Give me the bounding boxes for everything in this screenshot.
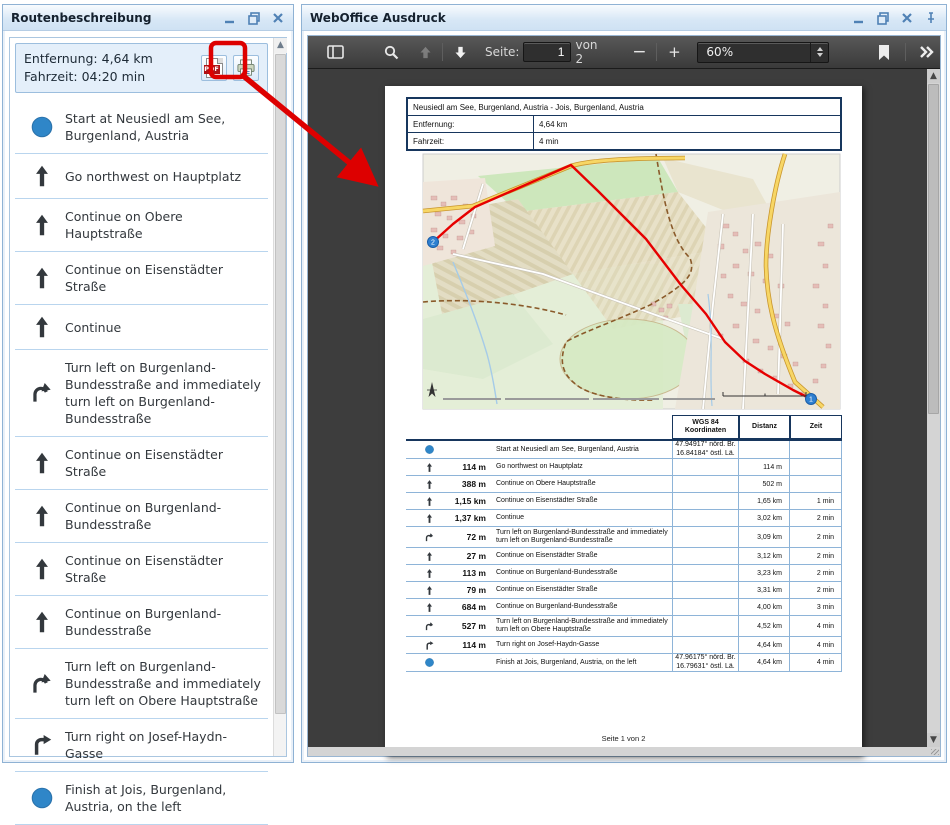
- turn-right-icon: [19, 732, 65, 758]
- route-step-text: Start at Neusiedl am See, Burgenland, Austria: [65, 111, 226, 143]
- map-attribution: [443, 398, 715, 400]
- pin-icon[interactable]: [924, 11, 938, 25]
- route-step-text: Turn left on Burgenland-Bundesstraße and immediately turn left on Burgenland-Bundesstraße: [65, 360, 261, 426]
- route-step-text: Continue: [65, 319, 122, 335]
- finish-icon: [406, 657, 452, 668]
- doc-time-value: 4 min: [539, 137, 559, 146]
- route-step-item[interactable]: [15, 101, 268, 154]
- zoom-select[interactable]: [697, 42, 829, 63]
- doc-table-row: Start at Neusiedl am See, Burgenland, Austria 47.94917° nörd. Br. 16.84184° östl. Lä.: [406, 441, 842, 459]
- route-step-text: Continue on Eisenstädter Straße: [65, 553, 223, 585]
- route-summary-box: [15, 43, 268, 93]
- page-number-input[interactable]: [523, 42, 571, 62]
- start-icon: [19, 114, 65, 140]
- restore-icon[interactable]: [247, 11, 261, 25]
- up-icon: [19, 609, 65, 635]
- more-tools-icon[interactable]: [914, 39, 940, 65]
- route-description-window: [2, 4, 294, 814]
- route-step-item[interactable]: [15, 719, 268, 772]
- pdf-icon: PDF: [206, 58, 223, 78]
- pdf-toolbar: [308, 36, 940, 69]
- route-window-titlebar[interactable]: [3, 5, 293, 31]
- route-drivetime: Fahrzeit: 04:20 min: [24, 69, 146, 84]
- route-step-item[interactable]: [15, 772, 268, 825]
- route-step-text: Continue on Obere Hauptstraße: [65, 209, 183, 241]
- next-page-icon[interactable]: [447, 39, 473, 65]
- search-icon[interactable]: [378, 39, 404, 65]
- doc-table-row: 388 m Continue on Obere Hauptstraße 502 m: [406, 476, 842, 493]
- restore-icon[interactable]: [876, 11, 890, 25]
- route-step-text: Turn right on Josef-Haydn-Gasse: [65, 729, 227, 761]
- route-step-item[interactable]: [15, 543, 268, 596]
- route-step-item[interactable]: [15, 596, 268, 649]
- zoom-in-button[interactable]: +: [668, 43, 681, 61]
- page-total-label: von 2: [575, 38, 598, 66]
- scroll-up-icon[interactable]: ▲: [274, 38, 287, 53]
- uturn-left-icon: [19, 380, 65, 406]
- route-step-item[interactable]: [15, 305, 268, 350]
- sidebar-toggle-icon[interactable]: [322, 39, 348, 65]
- zoom-spinner-icon[interactable]: [810, 43, 828, 62]
- print-window-title: WebOffice Ausdruck: [310, 10, 446, 25]
- route-step-item[interactable]: [15, 649, 268, 719]
- doc-route-title: Neusiedl am See, Burgenland, Austria - Jois, Burgenland, Austria: [413, 103, 644, 112]
- pdf-viewer: [307, 35, 941, 757]
- route-step-text: Continue on Eisenstädter Straße: [65, 262, 223, 294]
- up-icon: [19, 265, 65, 291]
- up-icon: [19, 503, 65, 529]
- minimize-icon[interactable]: [223, 11, 237, 25]
- route-step-text: Finish at Jois, Burgenland, Austria, on the left: [65, 782, 227, 814]
- close-icon[interactable]: [900, 11, 914, 25]
- route-window-title: Routenbeschreibung: [11, 10, 152, 25]
- route-step-list: [10, 101, 273, 825]
- doc-header-table: [406, 97, 842, 151]
- doc-page-footer: Seite 1 von 2: [601, 734, 646, 743]
- close-icon[interactable]: [271, 11, 285, 25]
- doc-distance-label: Entfernung:: [408, 116, 534, 132]
- route-step-text: Go northwest on Hauptplatz: [65, 168, 242, 184]
- up-icon: [19, 314, 65, 340]
- up-icon: [19, 163, 65, 189]
- route-step-text: Continue on Burgenland-Bundesstraße: [65, 606, 222, 638]
- route-step-text: Continue on Burgenland-Bundesstraße: [65, 500, 222, 532]
- scroll-down-icon[interactable]: ▼: [927, 733, 940, 747]
- minimize-icon[interactable]: [852, 11, 866, 25]
- doc-table-row: 1,15 km Continue on Eisenstädter Straße 1,65 km 1 min: [406, 493, 842, 510]
- route-step-item[interactable]: [15, 490, 268, 543]
- route-map: [423, 154, 840, 409]
- print-preview-window: [301, 4, 947, 763]
- pdf-page-area[interactable]: [308, 69, 927, 747]
- scrollbar-thumb[interactable]: [928, 84, 939, 414]
- page-label: Seite:: [485, 45, 520, 59]
- up-icon: [19, 212, 65, 238]
- scroll-up-icon[interactable]: ▲: [927, 69, 940, 83]
- uturn-left-icon: [19, 671, 65, 697]
- route-step-item[interactable]: [15, 437, 268, 490]
- route-step-text: Continue on Eisenstädter Straße: [65, 447, 223, 479]
- doc-table-row: 113 m Continue on Burgenland-Bundesstraße 3,23 km 2 min: [406, 565, 842, 582]
- svg-text:2: 2: [431, 239, 435, 247]
- zoom-out-button[interactable]: −: [632, 42, 647, 62]
- viewer-vertical-scrollbar[interactable]: [927, 69, 940, 747]
- doc-time-label: Fahrzeit:: [408, 133, 534, 149]
- doc-table-row: 27 m Continue on Eisenstädter Straße 3,12 km 2 min: [406, 548, 842, 565]
- finish-marker: [428, 237, 439, 248]
- bookmark-icon[interactable]: [871, 39, 897, 65]
- zoom-value: 60%: [706, 45, 734, 59]
- col-header-coords: WGS 84 Koordinaten: [672, 415, 739, 439]
- doc-table-row: 114 m Turn right on Josef-Haydn-Gasse 4,64 km 4 min: [406, 637, 842, 654]
- route-step-text: Turn left on Burgenland-Bundesstraße and immediately turn left on Obere Hauptstraße: [65, 659, 261, 708]
- viewer-horizontal-scrollbar[interactable]: [308, 747, 927, 756]
- route-step-item[interactable]: [15, 252, 268, 305]
- route-panel-content: [9, 37, 287, 814]
- doc-table-row: 72 m Turn left on Burgenland-Bundesstraße and immediately turn left on Burgenland-Bundesstraße 3,09 km 2 min: [406, 527, 842, 548]
- up-icon: [19, 556, 65, 582]
- svg-text:1: 1: [809, 396, 813, 404]
- previous-page-icon[interactable]: [412, 39, 438, 65]
- route-step-item[interactable]: [15, 350, 268, 437]
- start-icon: [406, 444, 452, 455]
- doc-table-row: 79 m Continue on Eisenstädter Straße 3,31 km 2 min: [406, 582, 842, 599]
- up-icon: [19, 450, 65, 476]
- doc-table-row: 527 m Turn left on Burgenland-Bundesstraße and immediately turn left on Obere Hauptstraße 4,52 km 4 min: [406, 616, 842, 637]
- doc-table-row: 684 m Continue on Burgenland-Bundesstraße 4,00 km 3 min: [406, 599, 842, 616]
- doc-table-row: 1,37 km Continue 3,02 km 2 min: [406, 510, 842, 527]
- col-header-distance: Distanz: [739, 415, 790, 439]
- doc-distance-value: 4,64 km: [539, 120, 568, 129]
- finish-icon: [19, 785, 65, 811]
- export-pdf-button[interactable]: [201, 55, 227, 81]
- print-window-titlebar[interactable]: [302, 5, 946, 31]
- start-marker: [806, 394, 817, 405]
- col-header-time: Zeit: [790, 415, 842, 439]
- doc-table-row: 114 m Go northwest on Hauptplatz 114 m: [406, 459, 842, 476]
- resize-grip[interactable]: [927, 747, 940, 756]
- doc-table-row: Finish at Jois, Burgenland, Austria, on the left 47.96175° nörd. Br. 16.79631° östl. Lä. 4,64 km 4 min: [406, 654, 842, 672]
- route-step-item[interactable]: [15, 199, 268, 252]
- printer-icon: [236, 59, 256, 77]
- route-step-item[interactable]: [15, 154, 268, 199]
- doc-table-header-row: [406, 415, 842, 441]
- print-button[interactable]: [233, 55, 259, 81]
- pdf-page: [385, 86, 862, 756]
- route-list-scrollbar[interactable]: [273, 38, 286, 756]
- route-distance: Entfernung: 4,64 km: [24, 51, 153, 66]
- scrollbar-thumb[interactable]: [275, 54, 286, 714]
- doc-route-table: [406, 415, 842, 672]
